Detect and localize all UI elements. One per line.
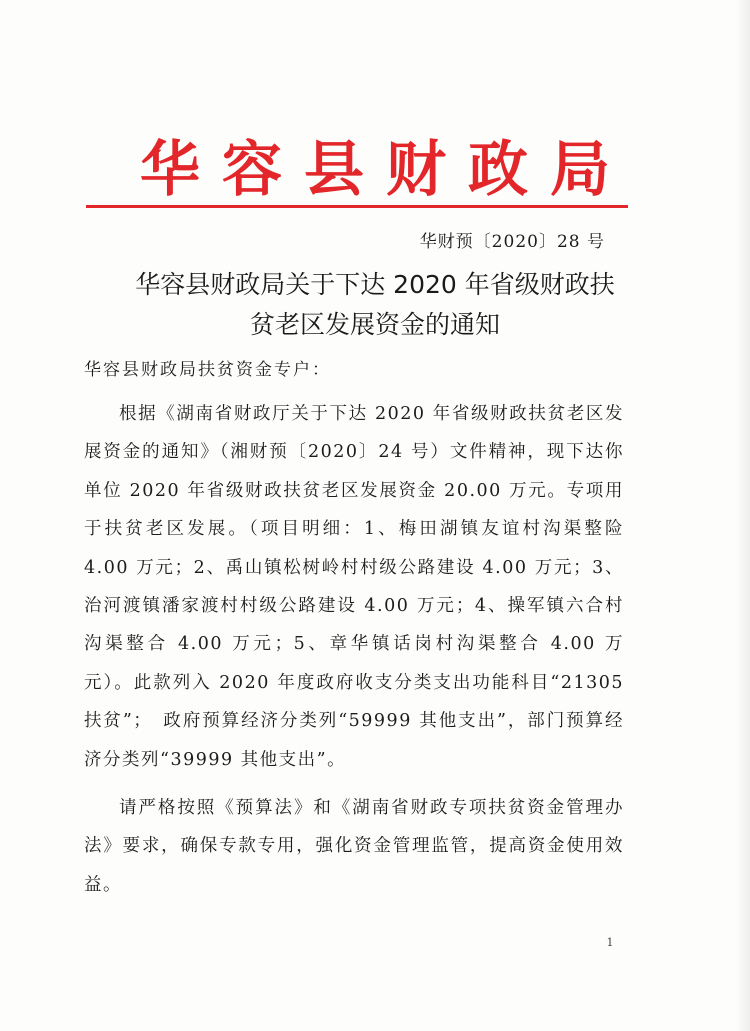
body-paragraph-2: 请严格按照《预算法》和《湖南省财政专项扶贫资金管理办法》要求，确保专款专用，强化资金管理监管，提高资金使用效益。 [84,798,624,895]
bleed-through-shadow [410,876,638,890]
masthead-red-rule [86,205,628,208]
recipient-line: 华容县财政局扶贫资金专户： [84,360,331,380]
document-title [70,265,680,345]
document-title-line-2: 贫老区发展资金的通知 [249,310,500,339]
document-body [84,395,624,904]
body-paragraph-1: 根据《湖南省财政厅关于下达 2020 年省级财政扶贫老区发展资金的通知》（湘财预〔2020〕24 号）文件精神，现下达你单位 2020 年省级财政扶贫老区发展资金 20.00 万元。专项用于扶贫老区发展。（项目明细：1、梅田湖镇友谊村沟渠整险 4.00 万元；2、禹山镇松树岭村村级公路建设 4.00 万元；3、治河渡镇潘家渡村村级公路建设 4.00 万元；4、操军镇六合村沟渠整合 4.00 万元；5、章华镇话岗村沟渠整合 4.00 万元）。此款列入 2020 年度政府收支分类支出功能科目“21305 扶贫”； 政府预算经济分类列“59999 其他支出”，部门预算经济分类列“39999 其他支出”。 [84,404,624,770]
document-number: 华财预〔2020〕28 号 [419,232,605,252]
document-title-line-1: 华容县财政局关于下达 2020 年省级财政扶 [135,270,615,299]
agency-masthead: 华容县财政局 [140,135,632,205]
page-number: 1 [606,936,614,949]
